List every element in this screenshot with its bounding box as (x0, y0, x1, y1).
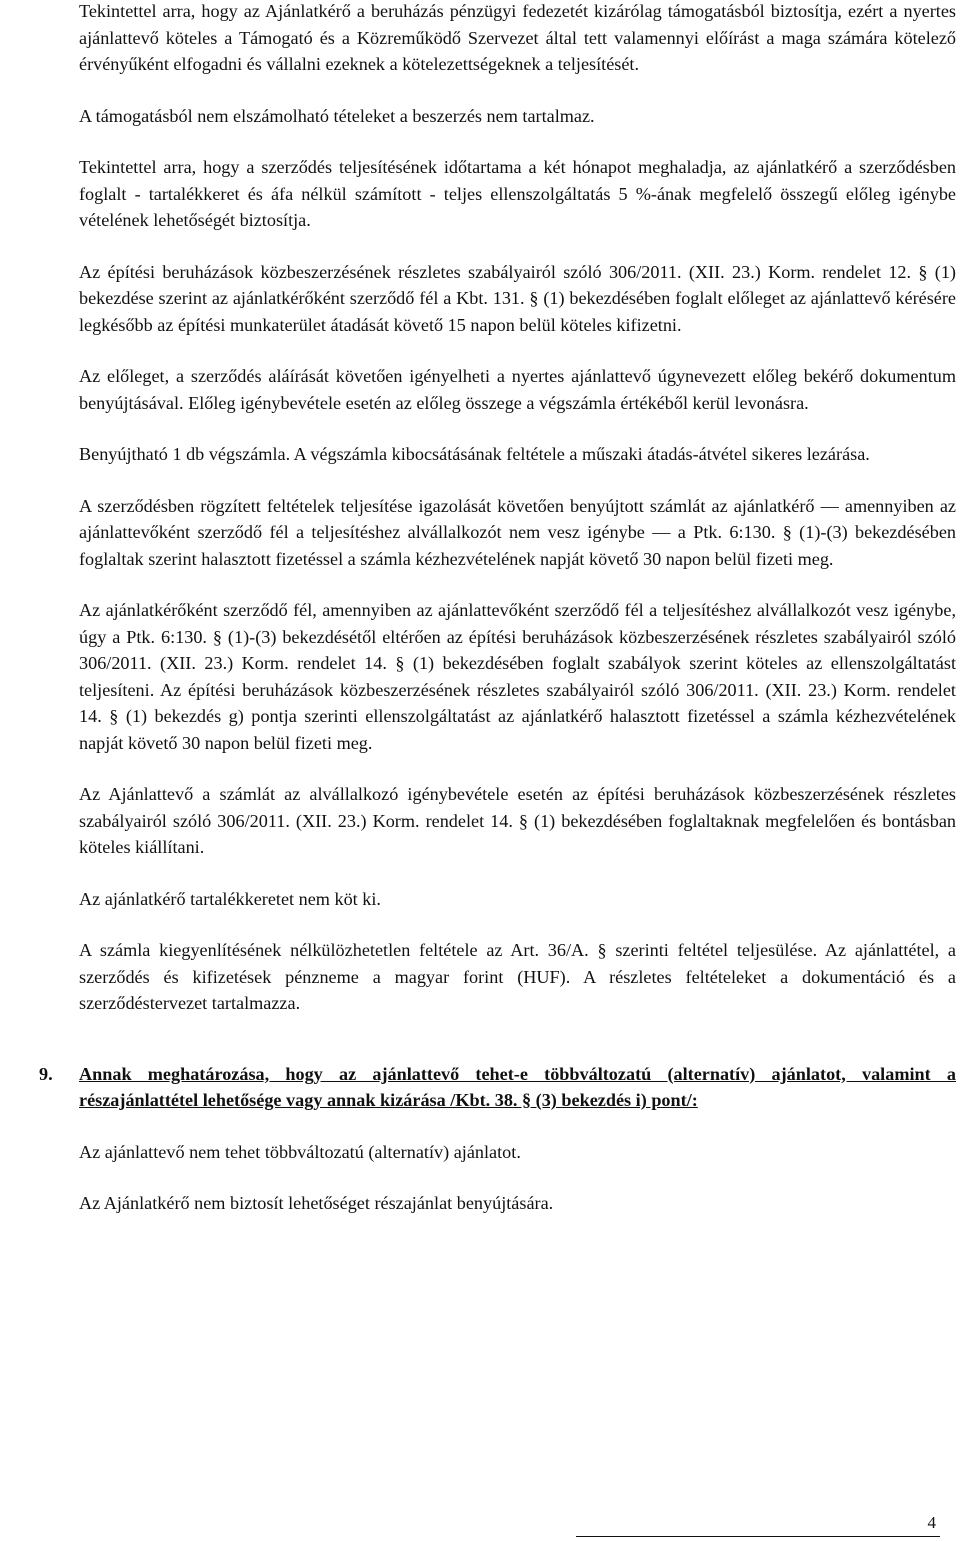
section-title: Annak meghatározása, hogy az ajánlattevő tehet-e többváltozatú (alternatív) ajánlatot, valamint a részajánlattétel lehetősége vagy annak kizárása /Kbt. 38. § (3) bekezdés i) pont/: (79, 1063, 956, 1110)
paragraph-invoice-issuance: Az Ajánlattevő a számlát az alvállalkozó igénybevétele esetén az építési beruházások közbeszerzésének részletes szabályairól szóló 306/2011. (XII. 23.) Korm. rendelet 14. § (1) bekezdésében foglaltaknak megfelelően és bontásban köteles kiállítani. (79, 784, 956, 857)
paragraph-no-alternative-offer: Az ajánlattevő nem tehet többváltozatú (alternatív) ajánlatot. (79, 1141, 521, 1162)
paragraph-reserve-fund: Az ajánlatkérő tartalékkeretet nem köt ki. (79, 888, 381, 909)
paragraph-no-partial-offer: Az Ajánlatkérő nem biztosít lehetőséget részajánlat benyújtására. (79, 1193, 554, 1213)
paragraph-funding: Tekintettel arra, hogy az Ajánlatkérő a beruházás pénzügyi fedezetét kizárólag támogatásból biztosítja, ezért a nyertes ajánlattevő köteles a Támogató és a Közreműködő Szervezet által tett valamennyi előírást a maga számára kötelező érvényűként elfogadni és vállalni ezeknek a kötelezettségeknek a teljesítését. (79, 1, 956, 74)
paragraph-non-eligible-items: A támogatásból nem elszámolható tételeket a beszerzés nem tartalmaz. (79, 105, 595, 126)
paragraph-subcontractor-payment: Az ajánlatkérőként szerződő fél, amennyiben az ajánlattevőként szerződő fél a teljesítéshez alvállalkozót vesz igénybe, úgy a Ptk. 6:130. § (1)-(3) bekezdésétől eltérően az építési beruházások közbeszerzésének részletes szabályairól szóló 306/2011. (XII. 23.) Korm. rendelet 14. § (1) bekezdésében foglalt szabályok szerint köteles az ellenszolgáltatást teljesíteni. Az építési beruházások közbeszerzésének részletes szabályairól szóló 306/2011. (XII. 23.) Korm. rendelet 14. § (1) bekezdés g) pontja szerinti ellenszolgáltatást az ajánlatkérő halasztott fizetéssel a számla kézhezvételének napját követő 30 napon belül fizeti meg. (79, 600, 956, 753)
paragraph-payment-terms: A szerződésben rögzített feltételek teljesítése igazolását követően benyújtott számlát az ajánlatkérő — amennyiben az ajánlattevőként szerződő fél a teljesítéshez alvállalkozót nem vesz igénybe — a Ptk. 6:130. § (1)-(3) bekezdésében foglaltak szerint halasztott fizetéssel a számla kézhezvételének napját követő 30 napon belül fizeti meg. (79, 495, 956, 569)
paragraph-advance-regulation: Az építési beruházások közbeszerzésének részletes szabályairól szóló 306/2011. (XII. 23.) Korm. rendelet 12. § (1) bekezdése szerint az ajánlatkérőként szerződő fél a Kbt. 131. § (1) bekezdésében foglalt előleget az ajánlattevő kérésére legkésőbb az építési munkaterület átadását követő 15 napon belül köteles kifizetni. (79, 261, 956, 335)
paragraph-settlement-conditions: A számla kiegyenlítésének nélkülözhetetlen feltétele az Art. 36/A. § szerinti feltétel teljesülése. Az ajánlattétel, a szerződés és kifizetések pénzneme a magyar forint (HUF). A részletes feltételeket a dokumentáció és a szerződéstervezet tartalmazza. (79, 940, 956, 1013)
paragraph-advance-request: Az előleget, a szerződés aláírását követően igényelheti a nyertes ajánlattevő úgynevezett előleg bekérő dokumentum benyújtásával. Előleg igénybevétele esetén az előleg összege a végszámla értékéből kerül levonásra. (79, 366, 956, 413)
paragraph-final-invoice: Benyújtható 1 db végszámla. A végszámla kibocsátásának feltétele a műszaki átadás-átvétel sikeres lezárása. (79, 444, 870, 464)
page-number: 4 (927, 1513, 936, 1532)
footer-divider (576, 1536, 940, 1537)
paragraph-advance-payment: Tekintettel arra, hogy a szerződés teljesítésének időtartama a két hónapot meghaladja, az ajánlatkérő a szerződésben foglalt - tartalékkeret és áfa nélkül számított - teljes ellenszolgáltatás 5 %-ának megfelelő összegű előleg igénybe vételének lehetőségét biztosítja. (79, 157, 956, 230)
section-9 (39, 1061, 956, 1217)
document-page (39, 0, 956, 1217)
section-number: 9. (39, 1063, 53, 1084)
